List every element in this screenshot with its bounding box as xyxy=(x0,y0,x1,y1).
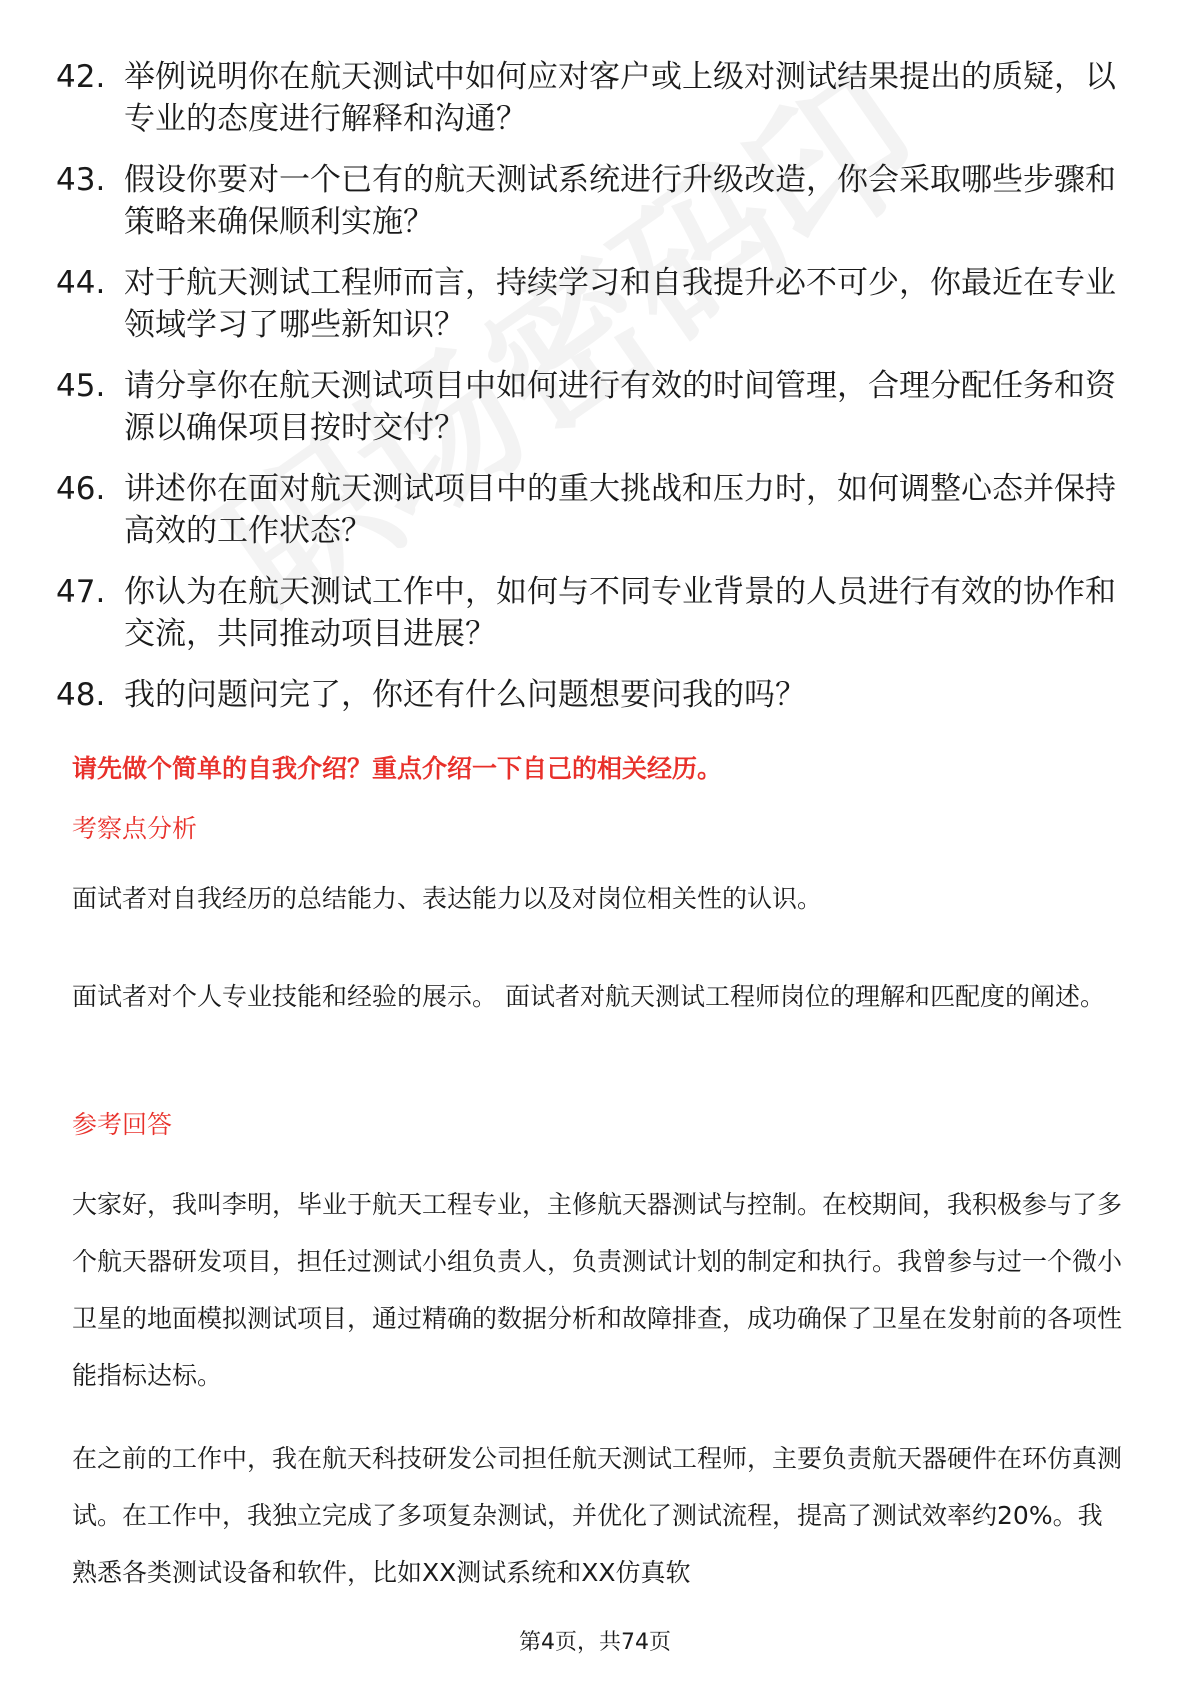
question-text: 假设你要对一个已有的航天测试系统进行升级改造，你会采取哪些步骤和策略来确保顺利实施？ xyxy=(124,162,1116,240)
question-number: 48. xyxy=(56,677,106,713)
question-text: 举例说明你在航天测试中如何应对客户或上级对测试结果提出的质疑，以专业的态度进行解释和沟通？ xyxy=(124,59,1116,137)
question-number: 43. xyxy=(56,162,106,198)
analysis-paragraph-1: 面试者对自我经历的总结能力、表达能力以及对岗位相关性的认识。 xyxy=(72,884,823,913)
question-number: 44. xyxy=(56,265,106,301)
list-item xyxy=(56,365,1136,449)
page-footer: 第4页，共74页 xyxy=(519,1630,671,1655)
analysis-heading: 考察点分析 xyxy=(72,814,198,843)
question-title: 请先做个简单的自我介绍？重点介绍一下自己的相关经历。 xyxy=(72,754,723,783)
question-text: 我的问题问完了，你还有什么问题想要问我的吗？ xyxy=(124,677,806,713)
question-list xyxy=(56,56,1136,735)
question-number: 47. xyxy=(56,574,106,610)
list-item xyxy=(56,674,1136,716)
question-number: 45. xyxy=(56,368,106,404)
analysis-paragraph-2: 面试者对个人专业技能和经验的展示。 面试者对航天测试工程师岗位的理解和匹配度的阐述。 xyxy=(72,982,1105,1011)
reference-heading: 参考回答 xyxy=(72,1110,173,1139)
list-item xyxy=(56,262,1136,346)
question-number: 46. xyxy=(56,471,106,507)
reference-paragraph-1: 大家好，我叫李明，毕业于航天工程专业，主修航天器测试与控制。在校期间，我积极参与了多个航天器研发项目，担任过测试小组负责人，负责测试计划的制定和执行。我曾参与过一个微小卫星的地面模拟测试项目，通过精确的数据分析和故障排查，成功确保了卫星在发射前的各项性能指标达标。 xyxy=(72,1190,1123,1390)
list-item xyxy=(56,56,1136,140)
question-text: 请分享你在航天测试项目中如何进行有效的时间管理，合理分配任务和资源以确保项目按时交付？ xyxy=(124,368,1116,446)
question-text: 讲述你在面对航天测试项目中的重大挑战和压力时，如何调整心态并保持高效的工作状态？ xyxy=(124,471,1116,549)
list-item xyxy=(56,159,1136,243)
question-text: 你认为在航天测试工作中，如何与不同专业背景的人员进行有效的协作和交流，共同推动项目进展？ xyxy=(124,574,1116,652)
list-item xyxy=(56,571,1136,655)
list-item xyxy=(56,468,1136,552)
reference-paragraph-2: 在之前的工作中，我在航天科技研发公司担任航天测试工程师，主要负责航天器硬件在环仿真测试。在工作中，我独立完成了多项复杂测试，并优化了测试流程，提高了测试效率约20%。我熟悉各类测试设备和软件，比如XX测试系统和XX仿真软 xyxy=(72,1444,1123,1587)
question-number: 42. xyxy=(56,59,106,95)
question-text: 对于航天测试工程师而言，持续学习和自我提升必不可少，你最近在专业领域学习了哪些新知识？ xyxy=(124,265,1116,343)
